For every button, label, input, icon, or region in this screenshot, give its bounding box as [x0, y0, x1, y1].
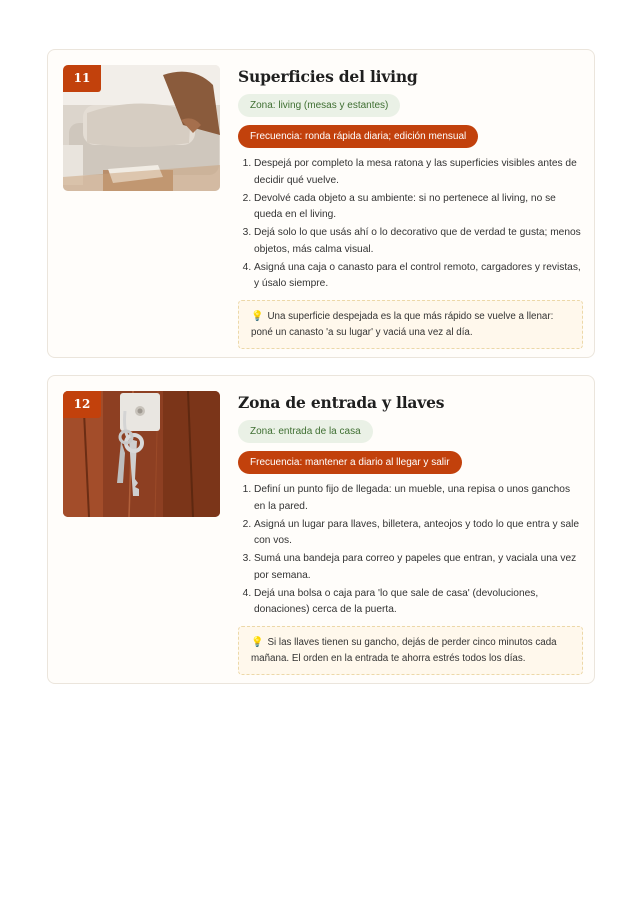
keys-on-hook-photo — [63, 391, 220, 517]
steps-list — [238, 482, 583, 619]
task-card — [47, 49, 595, 358]
step-item: 4. Dejá una bolsa o caja para 'lo que sale de casa' (devoluciones, donaciones) cerca de la puerta. — [254, 586, 583, 619]
card-number-badge: 11 — [63, 65, 101, 92]
tip-box — [238, 626, 583, 675]
frequency-tag: Frecuencia: ronda rápida diaria; edición mensual — [238, 125, 478, 148]
steps-list — [238, 156, 583, 293]
zone-tag: Zona: entrada de la casa — [238, 420, 373, 443]
lightbulb-icon: 💡 — [251, 310, 264, 322]
task-card — [47, 375, 595, 684]
card-content — [238, 65, 583, 349]
lightbulb-icon: 💡 — [251, 636, 264, 648]
tip-text: Si las llaves tienen su gancho, dejás de perder cinco minutos cada mañana. El orden en la entrada te ahorra estrés todos los días. — [251, 636, 557, 664]
frequency-tag: Frecuencia: mantener a diario al llegar y salir — [238, 451, 462, 474]
zone-tag: Zona: living (mesas y estantes) — [238, 94, 400, 117]
step-item: 3. Sumá una bandeja para correo y papeles que entran, y vaciala una vez por semana. — [254, 551, 583, 584]
card-number-badge: 12 — [63, 391, 101, 418]
tip-box — [238, 300, 583, 349]
step-item: 2. Asigná un lugar para llaves, billetera, anteojos y todo lo que entra y sale con vos. — [254, 517, 583, 550]
step-item: 4. Asigná una caja o canasto para el control remoto, cargadores y revistas, y úsalo siempre. — [254, 260, 583, 293]
step-item: 3. Dejá solo lo que usás ahí o lo decorativo que de verdad te gusta; menos objetos, más calma visual. — [254, 225, 583, 258]
step-item: 2. Devolvé cada objeto a su ambiente: si no pertenece al living, no se queda en el living. — [254, 191, 583, 224]
card-title: Zona de entrada y llaves — [238, 393, 445, 412]
tip-text: Una superficie despejada es la que más rápido se vuelve a llenar: poné un canasto 'a su lugar' y vaciá una vez al día. — [251, 310, 554, 338]
card-title: Superficies del living — [238, 67, 418, 86]
step-item: 1. Despejá por completo la mesa ratona y las superficies visibles antes de decidir qué vuelve. — [254, 156, 583, 189]
card-content — [238, 391, 583, 675]
sofa-cushion-photo — [63, 65, 220, 191]
step-item: 1. Definí un punto fijo de llegada: un mueble, una repisa o unos ganchos en la pared. — [254, 482, 583, 515]
